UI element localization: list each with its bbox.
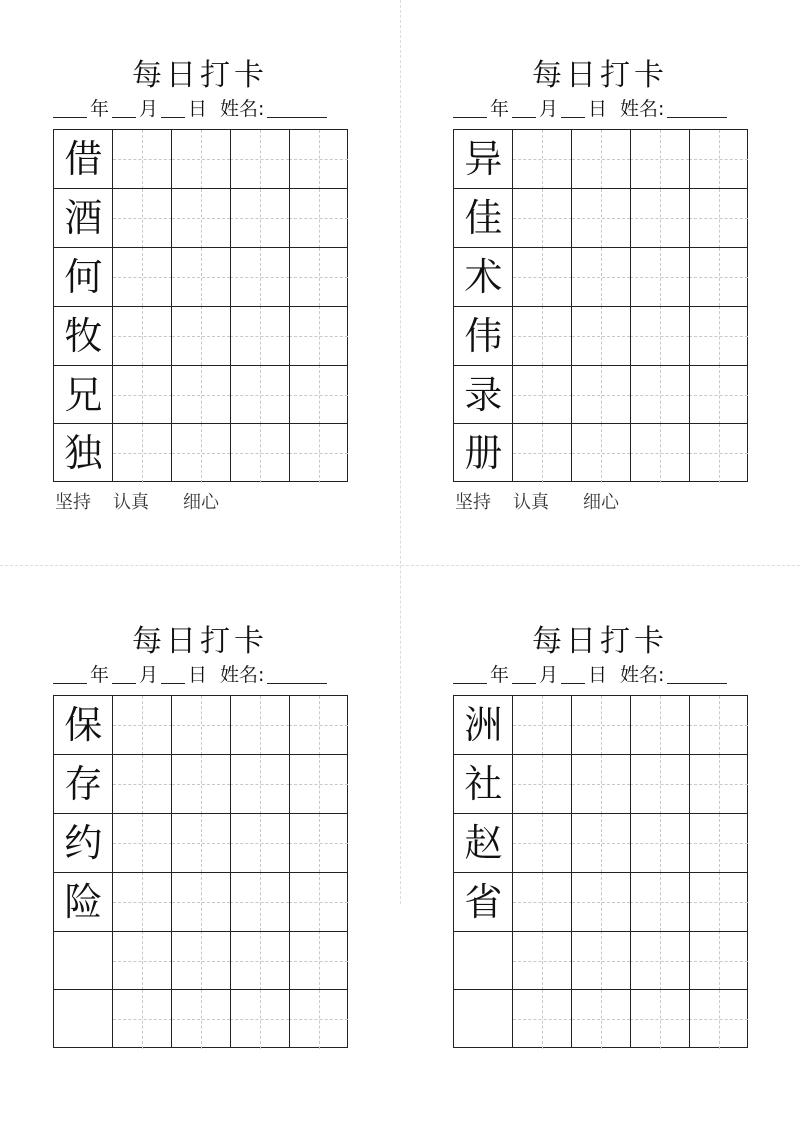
model-character: 异 [464,137,503,182]
guide-line-v [542,755,543,814]
day-label: 日 [588,98,608,120]
practice-cell[interactable] [630,248,689,307]
day-blank[interactable] [161,99,185,118]
guide-line-v [319,696,320,755]
guide-line-v [319,306,320,365]
practice-cell[interactable] [572,130,631,189]
guide-line-v [201,365,202,424]
guide-line-v [319,130,320,189]
guide-line-v [719,696,720,755]
guide-line-v [142,130,143,189]
practice-cell[interactable] [630,365,689,424]
guide-line-v [601,931,602,990]
practice-grid [53,695,348,1048]
name-label: 姓名: [220,664,265,686]
model-character: 册 [464,431,503,476]
month-label: 月 [139,98,159,120]
practice-cell[interactable] [113,189,172,248]
practice-cell[interactable] [230,755,289,814]
guide-line-v [142,990,143,1049]
model-character: 存 [64,762,103,807]
guide-line-v [719,931,720,990]
practice-cell[interactable] [513,872,572,931]
name-label: 姓名: [620,98,665,120]
practice-cell[interactable] [230,130,289,189]
model-character-cell [54,189,113,248]
practice-cell[interactable] [513,755,572,814]
guide-line-v [601,755,602,814]
guide-line-v [660,872,661,931]
month-label: 月 [539,98,559,120]
guide-line-v [319,755,320,814]
guide-line-v [260,755,261,814]
guide-line-v [201,931,202,990]
practice-cell[interactable] [513,931,572,990]
practice-cell[interactable] [689,306,748,365]
guide-line-v [660,931,661,990]
guide-line-v [260,814,261,873]
motto-word: 细心 [583,492,619,513]
guide-line-v [260,931,261,990]
guide-line-v [142,424,143,483]
guide-line-v [601,130,602,189]
motto-word: 细心 [183,492,219,513]
month-label: 月 [139,664,159,686]
model-character: 保 [64,703,103,748]
guide-line-v [719,130,720,189]
guide-line-v [201,424,202,483]
guide-line-v [601,248,602,307]
practice-cell[interactable] [513,696,572,755]
model-character: 独 [64,431,103,476]
guide-line-v [319,931,320,990]
model-character: 伟 [464,313,503,358]
guide-line-v [660,365,661,424]
practice-cell[interactable] [289,872,348,931]
model-character-cell [54,990,113,1049]
practice-cell[interactable] [630,189,689,248]
practice-grid [53,129,348,482]
practice-cell[interactable] [289,814,348,873]
guide-line-v [542,130,543,189]
guide-line-v [660,130,661,189]
motto-word: 坚持 [455,492,491,513]
guide-line-v [601,872,602,931]
year-blank[interactable] [53,99,87,118]
practice-cell[interactable] [113,365,172,424]
guide-line-v [142,755,143,814]
practice-cell[interactable] [230,696,289,755]
guide-line-v [260,189,261,248]
model-character: 约 [64,820,103,865]
guide-line-v [201,755,202,814]
year-label: 年 [490,664,510,686]
practice-cell[interactable] [289,189,348,248]
guide-line-v [660,814,661,873]
practice-cell[interactable] [113,990,172,1049]
practice-cell[interactable] [630,130,689,189]
year-blank[interactable] [453,665,487,684]
guide-line-v [601,990,602,1049]
practice-cell[interactable] [289,755,348,814]
guide-line-v [319,248,320,307]
year-label: 年 [490,98,510,120]
practice-card [0,0,400,565]
guide-line-v [319,424,320,483]
model-character: 录 [464,372,503,417]
guide-line-v [201,814,202,873]
guide-line-v [201,130,202,189]
practice-cell[interactable] [513,424,572,483]
guide-line-v [201,248,202,307]
practice-cell[interactable] [572,755,631,814]
guide-line-v [260,365,261,424]
guide-line-v [201,306,202,365]
practice-cell[interactable] [572,424,631,483]
practice-cell[interactable] [172,872,231,931]
model-character: 省 [464,879,503,924]
guide-line-v [142,696,143,755]
guide-line-v [201,189,202,248]
card-title: 每日打卡 [132,624,268,659]
practice-cell[interactable] [630,931,689,990]
practice-cell[interactable] [172,814,231,873]
practice-cell[interactable] [172,365,231,424]
practice-cell[interactable] [230,365,289,424]
practice-cell[interactable] [113,872,172,931]
day-blank[interactable] [561,665,585,684]
name-blank[interactable] [267,665,327,684]
practice-cell[interactable] [230,424,289,483]
guide-line-v [660,189,661,248]
model-character-cell [454,814,513,873]
practice-cell[interactable] [172,424,231,483]
practice-cell[interactable] [630,424,689,483]
guide-line-v [719,306,720,365]
motto-word: 坚持 [55,492,91,513]
practice-cell[interactable] [230,931,289,990]
practice-card [400,566,800,1131]
motto-line [455,490,641,516]
model-character-cell [54,696,113,755]
guide-line-v [542,872,543,931]
practice-cell[interactable] [513,130,572,189]
model-character-cell [54,365,113,424]
practice-cell[interactable] [572,814,631,873]
practice-cell[interactable] [230,814,289,873]
guide-line-v [260,424,261,483]
model-character-cell [54,931,113,990]
guide-line-v [319,365,320,424]
practice-cell[interactable] [689,130,748,189]
practice-cell[interactable] [289,306,348,365]
practice-cell[interactable] [513,306,572,365]
month-blank[interactable] [512,99,536,118]
guide-line-v [142,189,143,248]
date-name-line [53,96,327,122]
guide-line-v [319,189,320,248]
practice-cell[interactable] [513,189,572,248]
practice-cell[interactable] [689,931,748,990]
practice-cell[interactable] [513,365,572,424]
model-character-cell [454,306,513,365]
guide-line-v [660,755,661,814]
practice-cell[interactable] [289,248,348,307]
model-character-cell [454,130,513,189]
model-character: 赵 [464,820,503,865]
practice-cell[interactable] [172,189,231,248]
guide-line-v [142,248,143,307]
guide-line-v [660,696,661,755]
practice-cell[interactable] [630,814,689,873]
model-character-cell [454,248,513,307]
practice-cell[interactable] [513,248,572,307]
practice-grid [453,129,748,482]
guide-line-v [260,696,261,755]
guide-line-v [319,990,320,1049]
name-label: 姓名: [220,98,265,120]
practice-cell[interactable] [630,872,689,931]
practice-cell[interactable] [572,248,631,307]
guide-line-v [719,424,720,483]
day-blank[interactable] [161,665,185,684]
model-character [54,931,113,990]
guide-line-v [542,696,543,755]
practice-cell[interactable] [113,130,172,189]
practice-cell[interactable] [289,696,348,755]
date-name-line [453,96,727,122]
guide-line-v [260,990,261,1049]
practice-cell[interactable] [572,306,631,365]
guide-line-v [201,872,202,931]
practice-cell[interactable] [689,990,748,1049]
practice-cell[interactable] [172,931,231,990]
guide-line-v [201,696,202,755]
practice-cell[interactable] [572,189,631,248]
guide-line-v [542,931,543,990]
practice-cell[interactable] [289,990,348,1049]
guide-line-v [660,990,661,1049]
day-label: 日 [588,664,608,686]
guide-line-v [719,755,720,814]
model-character: 洲 [464,703,503,748]
guide-line-v [719,814,720,873]
practice-cell[interactable] [689,365,748,424]
date-name-line [453,662,727,688]
model-character-cell [454,755,513,814]
model-character: 借 [64,137,103,182]
guide-line-v [260,248,261,307]
card-title: 每日打卡 [132,58,268,93]
practice-cell[interactable] [630,990,689,1049]
day-blank[interactable] [561,99,585,118]
model-character: 险 [64,879,103,924]
guide-line-v [260,130,261,189]
guide-line-v [542,814,543,873]
guide-line-v [142,814,143,873]
practice-cell[interactable] [230,990,289,1049]
year-label: 年 [90,98,110,120]
practice-cell[interactable] [572,931,631,990]
model-character: 术 [464,254,503,299]
practice-cell[interactable] [172,306,231,365]
year-blank[interactable] [453,99,487,118]
guide-line-v [660,424,661,483]
date-name-line [53,662,327,688]
guide-line-v [201,990,202,1049]
month-blank[interactable] [112,99,136,118]
guide-line-v [660,248,661,307]
practice-cell[interactable] [572,696,631,755]
practice-cell[interactable] [113,755,172,814]
guide-line-v [601,189,602,248]
name-blank[interactable] [667,99,727,118]
guide-line-v [542,306,543,365]
year-label: 年 [90,664,110,686]
guide-line-v [142,365,143,424]
model-character: 兄 [64,372,103,417]
guide-line-v [719,990,720,1049]
practice-cell[interactable] [689,248,748,307]
model-character-cell [54,424,113,483]
practice-cell[interactable] [689,814,748,873]
practice-cell[interactable] [172,130,231,189]
practice-cell[interactable] [630,755,689,814]
practice-cell[interactable] [289,931,348,990]
practice-cell[interactable] [513,814,572,873]
practice-cell[interactable] [172,696,231,755]
practice-cell[interactable] [689,189,748,248]
practice-cell[interactable] [113,931,172,990]
practice-cell[interactable] [113,306,172,365]
month-label: 月 [539,664,559,686]
model-character-cell [54,814,113,873]
guide-line-v [719,189,720,248]
guide-line-v [719,365,720,424]
practice-cell[interactable] [289,130,348,189]
practice-cell[interactable] [172,755,231,814]
guide-line-v [660,306,661,365]
model-character: 社 [464,762,503,807]
practice-cell[interactable] [113,248,172,307]
guide-line-v [142,872,143,931]
guide-line-v [601,306,602,365]
day-label: 日 [188,98,208,120]
practice-cell[interactable] [689,872,748,931]
practice-cell[interactable] [230,189,289,248]
name-blank[interactable] [667,665,727,684]
guide-line-v [601,814,602,873]
model-character-cell [454,424,513,483]
practice-cell[interactable] [689,696,748,755]
model-character: 佳 [464,196,503,241]
name-blank[interactable] [267,99,327,118]
model-character-cell [54,755,113,814]
practice-cell[interactable] [630,306,689,365]
guide-line-v [601,365,602,424]
practice-card [400,0,800,565]
practice-cell[interactable] [513,990,572,1049]
card-title: 每日打卡 [532,624,668,659]
practice-cell[interactable] [689,424,748,483]
model-character: 何 [64,254,103,299]
model-character-cell [454,189,513,248]
day-label: 日 [188,664,208,686]
motto-word: 认真 [513,492,549,513]
practice-cell[interactable] [230,872,289,931]
practice-cell[interactable] [113,696,172,755]
year-blank[interactable] [53,665,87,684]
guide-line-v [142,931,143,990]
motto-line [55,490,241,516]
practice-cell[interactable] [572,872,631,931]
guide-line-v [719,248,720,307]
model-character: 酒 [64,196,103,241]
model-character-cell [54,306,113,365]
model-character-cell [454,990,513,1049]
practice-cell[interactable] [172,990,231,1049]
model-character-cell [454,365,513,424]
practice-cell[interactable] [630,696,689,755]
card-title: 每日打卡 [532,58,668,93]
guide-line-v [601,424,602,483]
month-blank[interactable] [112,665,136,684]
guide-line-v [260,306,261,365]
model-character-cell [54,872,113,931]
practice-cell[interactable] [113,424,172,483]
practice-cell[interactable] [572,990,631,1049]
model-character [454,931,513,990]
guide-line-v [542,365,543,424]
guide-line-v [319,814,320,873]
guide-line-v [542,189,543,248]
guide-line-v [142,306,143,365]
guide-line-v [260,872,261,931]
practice-cell[interactable] [230,306,289,365]
model-character-cell [54,130,113,189]
month-blank[interactable] [512,665,536,684]
model-character-cell [454,931,513,990]
model-character [54,990,113,1049]
practice-cell[interactable] [572,365,631,424]
model-character-cell [54,248,113,307]
practice-cell[interactable] [289,424,348,483]
practice-cell[interactable] [113,814,172,873]
name-label: 姓名: [620,664,665,686]
guide-line-v [719,872,720,931]
model-character-cell [454,696,513,755]
practice-cell[interactable] [689,755,748,814]
guide-line-v [319,872,320,931]
motto-word: 认真 [113,492,149,513]
practice-cell[interactable] [289,365,348,424]
model-character [454,990,513,1049]
practice-grid [453,695,748,1048]
guide-line-v [601,696,602,755]
guide-line-v [542,248,543,307]
practice-cell[interactable] [172,248,231,307]
practice-cell[interactable] [230,248,289,307]
model-character: 牧 [64,313,103,358]
guide-line-v [542,424,543,483]
guide-line-v [542,990,543,1049]
model-character-cell [454,872,513,931]
practice-card [0,566,400,1131]
